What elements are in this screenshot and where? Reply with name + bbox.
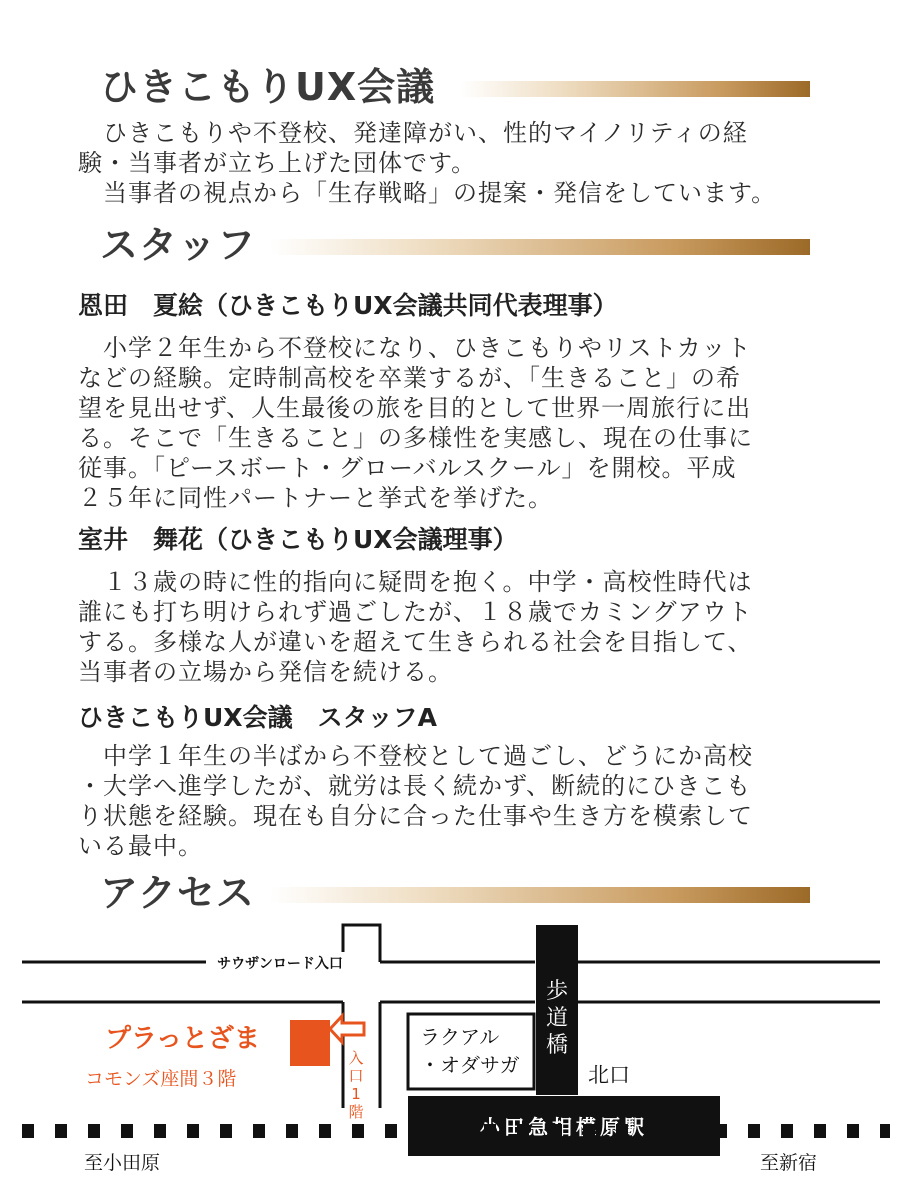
venue-marker bbox=[290, 1020, 330, 1066]
svg-text:橋: 橋 bbox=[545, 1033, 569, 1058]
access-map bbox=[0, 920, 900, 1200]
about-heading-row bbox=[100, 62, 810, 112]
bridge-label bbox=[546, 979, 568, 1058]
staff-heading-row bbox=[100, 220, 810, 270]
access-heading-row bbox=[100, 868, 810, 918]
about-body: ひきこもりや不登校、発達障がい、性的マイノリティの経 験・当事者が立ち上げた団体です。 当事者の視点から「生存戦略」の提案・発信をしています。 bbox=[78, 119, 777, 207]
venue-name: プラっとざま bbox=[105, 1024, 260, 1054]
svg-text:入: 入 bbox=[348, 1049, 364, 1067]
building-label-line: ・オダサガ bbox=[420, 1053, 520, 1077]
staff-member-bio: 小学２年生から不登校になり、ひきこもりやリストカット などの経験。定時制高校を卒業するが、「生きること」の希 望を見出せず、人生最後の旅を目的として世界一周旅行に出 る。そこで「生きること」の多様性を実感し、現在の仕事に 従事。「ピースボート・グローバルスクール」を開校。平成 ２５年に同性パートナーと挙式を挙げた。 bbox=[78, 334, 753, 512]
about-heading: ひきこもりUX会議 bbox=[100, 65, 436, 109]
staff-member-name: 恩田 夏絵（ひきこもりUX会議共同代表理事） bbox=[78, 291, 618, 320]
access-heading: アクセス bbox=[100, 871, 255, 915]
building-label-line: ラクアル bbox=[420, 1025, 500, 1049]
svg-text:歩: 歩 bbox=[545, 979, 569, 1004]
entrance-arrow-icon bbox=[330, 1016, 364, 1042]
right-direction-label: 至新宿 bbox=[760, 1152, 818, 1174]
north-exit-label: 北口 bbox=[588, 1063, 630, 1087]
svg-text:口: 口 bbox=[348, 1067, 364, 1085]
road-label: サウザンロード入口 bbox=[217, 956, 343, 972]
venue-floor: コモンズ座間３階 bbox=[85, 1068, 237, 1090]
svg-text:1: 1 bbox=[351, 1085, 361, 1103]
entrance-label bbox=[348, 1049, 363, 1121]
svg-text:階: 階 bbox=[348, 1103, 364, 1121]
svg-text:道: 道 bbox=[545, 1006, 569, 1031]
left-direction-label: 至小田原 bbox=[84, 1152, 161, 1174]
about-heading-bar bbox=[460, 81, 810, 97]
station-label: 小田急相模原駅 bbox=[480, 1115, 648, 1139]
staff-member-bio: 中学１年生の半ばから不登校として過ごし、どうにか高校 ・大学へ進学したが、就労は長く続かず、断続的にひきこも り状態を経験。現在も自分に合った仕事や生き方を模索して いる最中。 bbox=[78, 742, 753, 860]
staff-heading-bar bbox=[270, 239, 810, 255]
staff-member-name: 室井 舞花（ひきこもりUX会議理事） bbox=[78, 525, 518, 554]
staff-member-bio: １３歳の時に性的指向に疑問を抱く。中学・高校性時代は 誰にも打ち明けられず過ごしたが、１８歳でカミングアウト する。多様な人が違いを超えて生きられる社会を目指して、 当事者の立場から発信を続ける。 bbox=[78, 568, 753, 686]
staff-heading: スタッフ bbox=[100, 223, 257, 267]
access-heading-bar bbox=[270, 887, 810, 903]
staff-member-name: ひきこもりUX会議 スタッフA bbox=[78, 703, 437, 732]
